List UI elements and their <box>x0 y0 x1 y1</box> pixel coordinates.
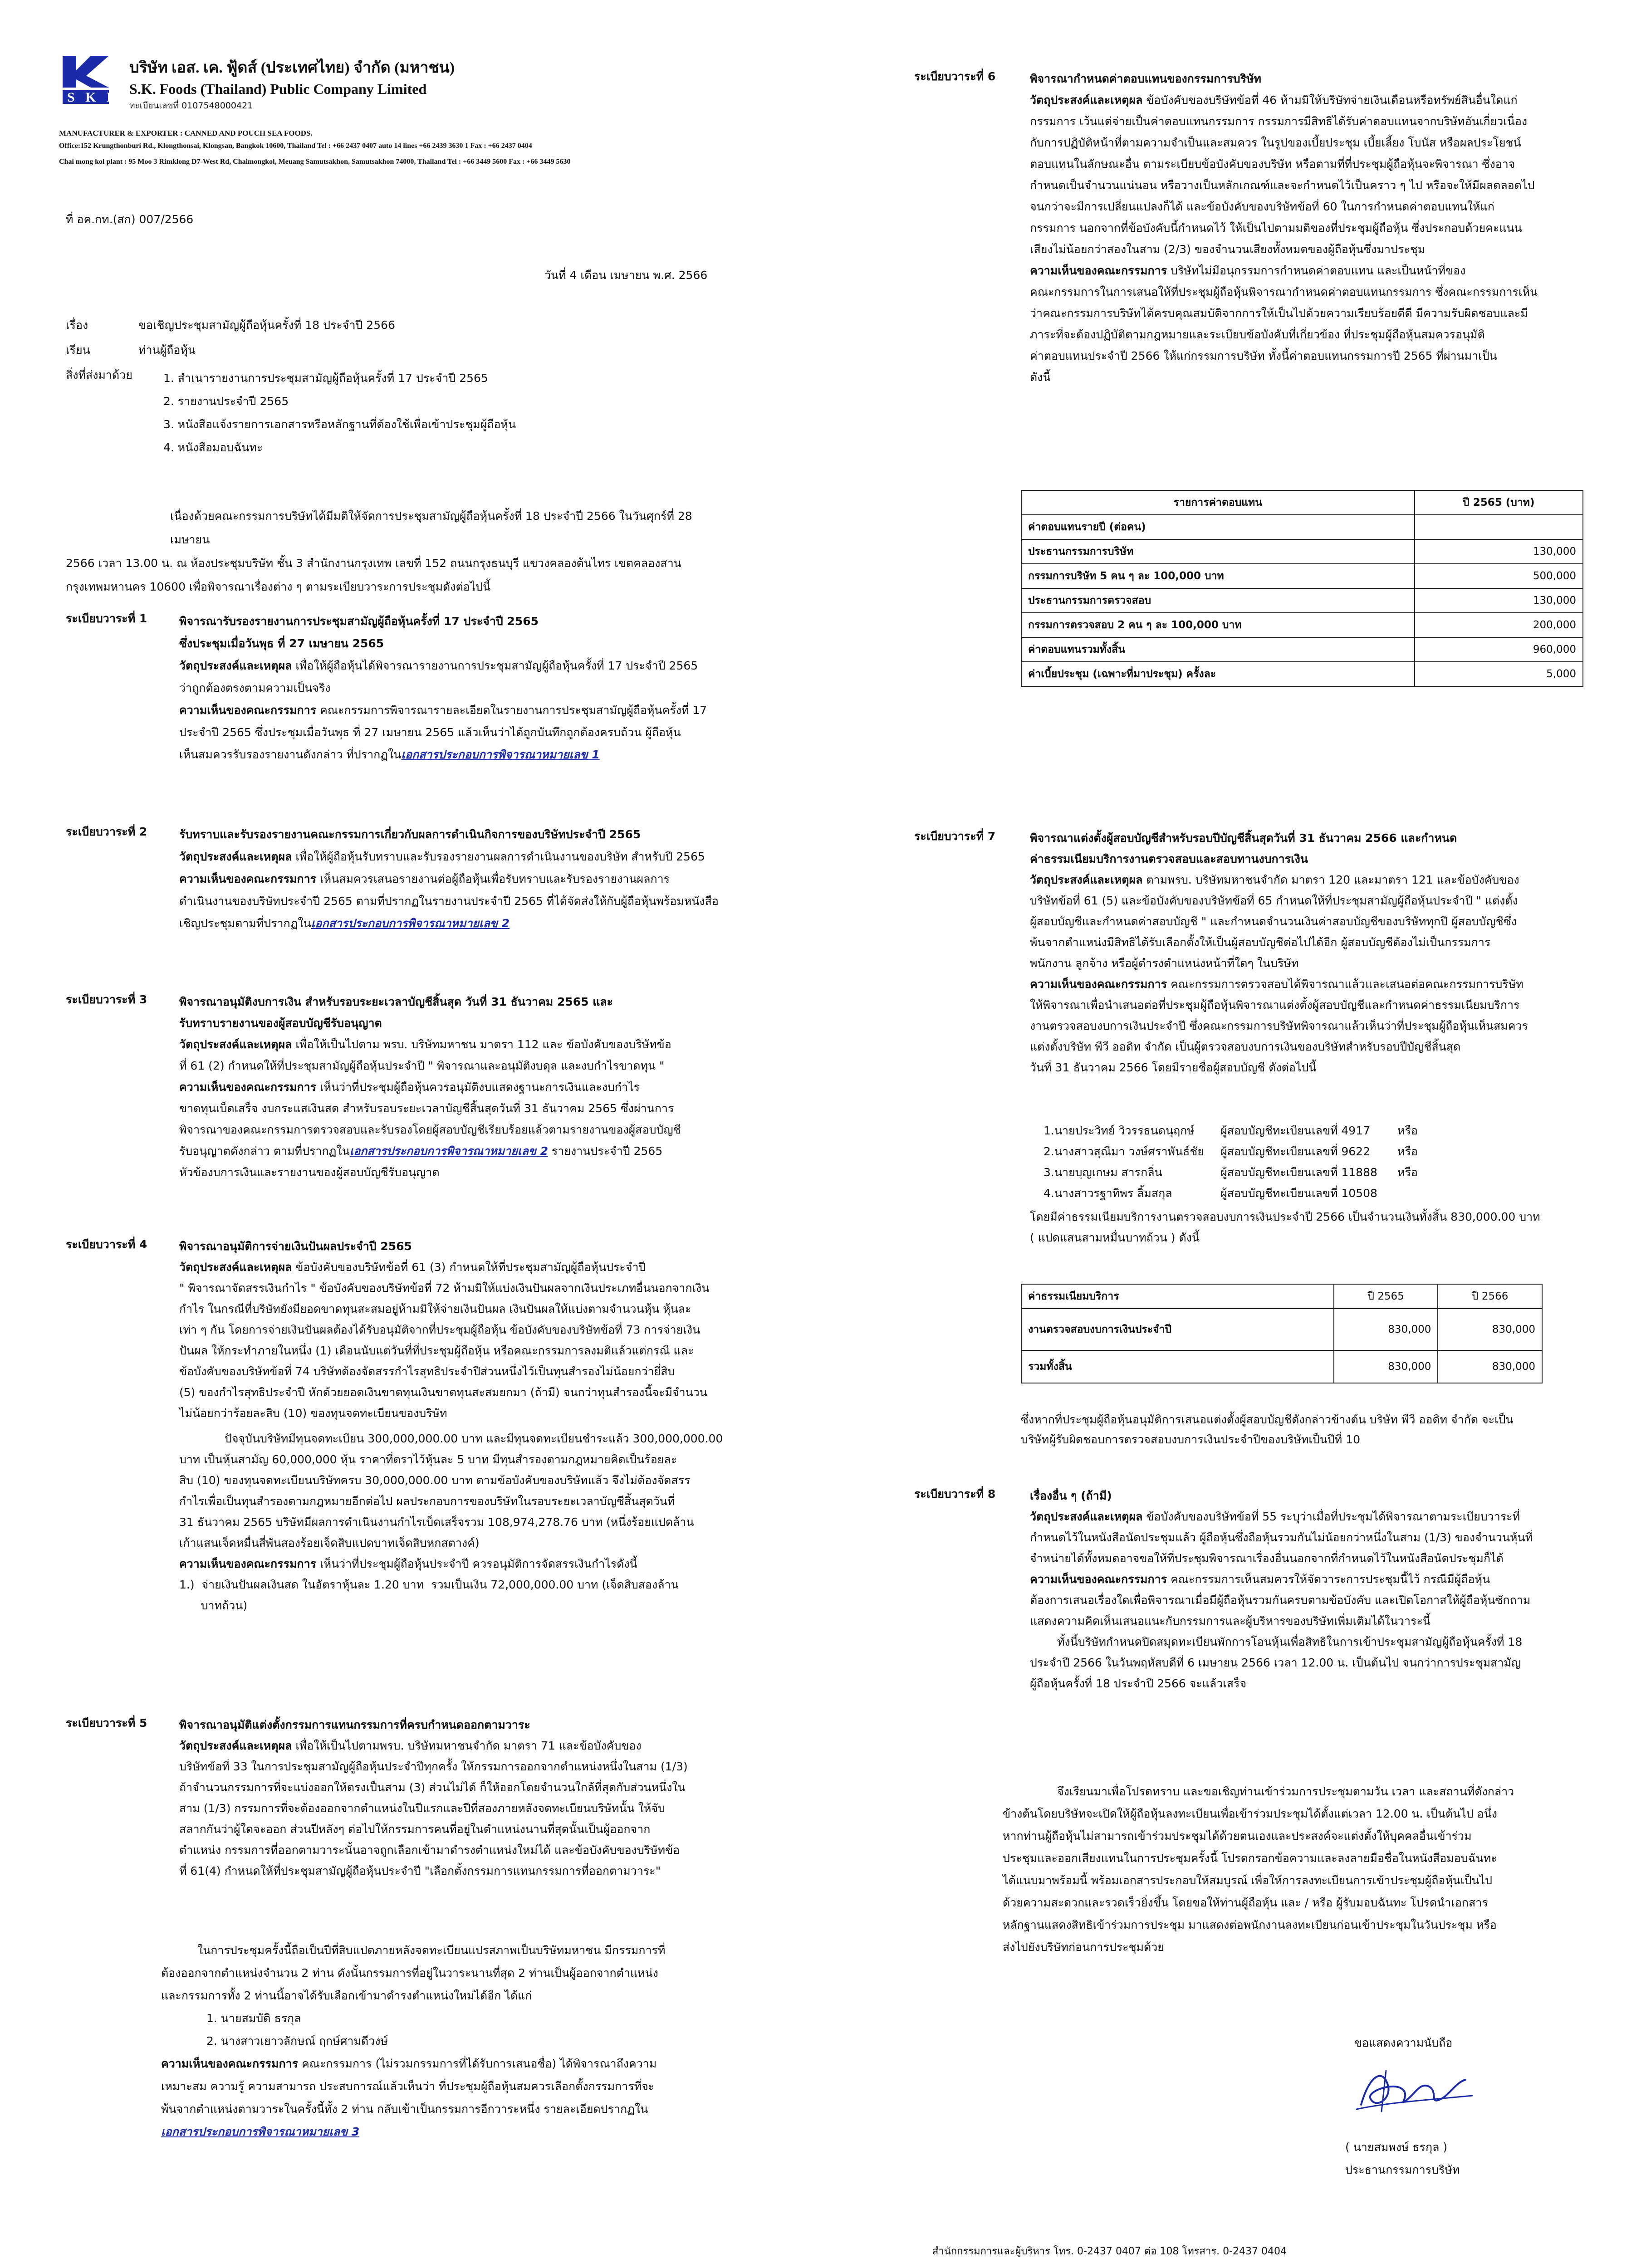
reference-number: ที่ อค.กท.(สก) 007/2566 <box>66 213 194 226</box>
objective-text: พนักงาน ลูกจ้าง หรือผู้ดำรงตำแหน่งหน้าที่ใดๆ ในบริษัท <box>1030 957 1299 970</box>
objective-text: จำหน่ายได้ทั้งหมดอาจขอให้ที่ประชุมพิจารณาเรื่องอื่นนอกจากที่กำหนดไว้ในหนังสือนัดประชุมก็ได้ <box>1030 1552 1504 1565</box>
agenda-1-label: ระเบียบวาระที่ 1 <box>66 612 147 625</box>
table-header: รายการค่าตอบแทน <box>1021 490 1415 515</box>
agenda-5-title: พิจารณาอนุมัติแต่งตั้งกรรมการแทนกรรมการที่ครบกำหนดออกตามวาระ <box>179 1718 530 1731</box>
objective-label: วัตถุประสงค์และเหตุผล <box>1030 873 1143 886</box>
capital-text: กำไรเพื่อเป็นทุนสำรองตามกฎหมายอีกต่อไป ผลประกอบการของบริษัทในรอบระยะเวลาบัญชีสิ้นสุดวันที่ <box>179 1495 675 1508</box>
auditor-name: 2.นางสาวสุณีมา วงษ์ศราพันธ์ชัย <box>1044 1145 1204 1158</box>
objective-text: เสียงไม่น้อยกว่าสองในสาม (2/3) ของจำนวนเสียงทั้งหมดของผู้ถือหุ้นซึ่งมาประชุม <box>1030 243 1426 256</box>
record-date-text: ทั้งนี้บริษัทกำหนดปิดสมุดทะเบียนพักการโอนหุ้นเพื่อสิทธิในการเข้าประชุมสามัญผู้ถือหุ้นครั้งที่ 18 <box>1057 1635 1523 1648</box>
opinion-text: แสดงความคิดเห็นเสนอแนะกับกรรมการและผู้บริหารของบริษัทเพิ่มเติมได้ในวาระนี้ <box>1030 1614 1431 1628</box>
subject-text: ขอเชิญประชุมสามัญผู้ถือหุ้นครั้งที่ 18 ประจำปี 2566 <box>138 318 395 332</box>
intro-line: กรุงเทพมหานคร 10600 เพื่อพิจารณาเรื่องต่าง ๆ ตามระเบียบวาระการประชุมดังต่อไปนี้ <box>66 580 491 593</box>
table-row <box>1021 1350 1542 1383</box>
capital-text: ปัจจุบันบริษัทมีทุนจดทะเบียน 300,000,000.00 บาท และมีทุนจดทะเบียนชำระแล้ว 300,000,000.00 <box>225 1432 723 1445</box>
auditor-name: 1.นายประวิทย์ วิวรรธนดนุฤกษ์ <box>1044 1124 1195 1137</box>
record-date-text: ผู้ถือหุ้นครั้งที่ 18 ประจำปี 2566 จะแล้วเสร็จ <box>1030 1677 1247 1690</box>
table-cell: ประธานกรรมการตรวจสอบ <box>1021 588 1415 613</box>
table-cell: 130,000 <box>1415 588 1583 613</box>
opinion-text: คณะกรรมการเห็นสมควรให้จัดวาระการประชุมนี้ไว้ กรณีมีผู้ถือหุ้น <box>1167 1573 1490 1586</box>
agenda-6-label: ระเบียบวาระที่ 6 <box>914 70 996 83</box>
attachment-link: เอกสารประกอบการพิจารณาหมายเลข 2 <box>311 917 510 930</box>
objective-text: เพื่อให้เป็นไปตามพรบ. บริษัทมหาชนจำกัด มาตรา 71 และข้อบังคับของ <box>292 1739 642 1752</box>
closing-line: ส่งไปยังบริษัทก่อนการประชุมด้วย <box>1003 1941 1164 1954</box>
objective-label: วัตถุประสงค์และเหตุผล <box>1030 93 1143 107</box>
agenda-2 <box>179 823 724 934</box>
objective-text: กำหนดไว้ในหนังสือนัดประชุมแล้ว ผู้ถือหุ้นซึ่งถือหุ้นรวมกันไม่น้อยกว่าหนึ่งในสาม (1/3) ของจำนวนหุ้นที่ <box>1030 1531 1533 1544</box>
signature-image <box>1343 2055 1479 2123</box>
opinion-label: ความเห็นของคณะกรรมการ <box>179 872 317 885</box>
enclosure-item: 1. สำเนารายงานการประชุมสามัญผู้ถือหุ้นครั้งที่ 17 ประจำปี 2565 <box>163 371 488 385</box>
auditor-or: หรือ <box>1397 1145 1418 1158</box>
table-row <box>1021 539 1583 564</box>
objective-text: ไม่น้อยกว่าร้อยละสิบ (10) ของทุนจดทะเบียนของบริษัท <box>179 1407 447 1420</box>
intro-line: 2566 เวลา 13.00 น. ณ ห้องประชุมบริษัท ชั้น 3 สำนักงานกรุงเทพ เลขที่ 152 ถนนกรุงธนบุรี แขวงคลองต้นไทร เขตคลองสาน <box>66 557 681 570</box>
table-row <box>1021 515 1583 539</box>
opinion-text: ให้พิจารณาเพื่อนำเสนอต่อที่ประชุมผู้ถือหุ้นพิจารณาแต่งตั้งผู้สอบบัญชีและกำหนดค่าธรรมเนียมบริการ <box>1030 998 1520 1012</box>
table-cell: รวมทั้งสิ้น <box>1021 1350 1334 1383</box>
closing-line: ประชุมและออกเสียงแทนในการประชุมครั้งนี้ โปรดกรอกข้อความและลงลายมือชื่อในหนังสือมอบฉันทะ <box>1003 1852 1497 1865</box>
objective-text: ปันผล ให้กระทำภายในหนึ่ง (1) เดือนนับแต่วันที่ที่ประชุมผู้ถือหุ้น หรือคณะกรรมการลงมติแล้วแต่กรณี และ <box>179 1344 694 1357</box>
attachment-link: เอกสารประกอบการพิจารณาหมายเลข 1 <box>401 748 600 761</box>
director-fee-table <box>1021 490 1583 687</box>
table-cell: ค่าตอบแทนรวมทั้งสิ้น <box>1021 637 1415 662</box>
auditor-row <box>1044 1120 1588 1141</box>
objective-text: สลากกันว่าผู้ใดจะออก ส่วนปีหลังๆ ต่อไปให้กรรมการคนที่อยู่ในตำแหน่งนานที่สุดนั้นเป็นผู้ออกจาก <box>179 1823 651 1836</box>
opinion-text: ดำเนินงานของบริษัทประจำปี 2565 ตามที่ปรากฏในรายงานประจำปี 2565 ที่ได้จัดส่งให้กับผู้ถือหุ้นพร้อมหนังสือ <box>179 894 719 908</box>
closing-paragraph <box>1003 1780 1592 1958</box>
fee-text-line: ( แปดแสนสามหมื่นบาทถ้วน ) ดังนี้ <box>1030 1231 1200 1244</box>
opinion-text: ว่าคณะกรรมการบริษัทได้ครบคุณสมบัติจากการให้เป็นไปด้วยความเรียบร้อยดีดี มีความรับผิดชอบและมี <box>1030 307 1528 320</box>
agenda-8-title: เรื่องอื่น ๆ (ถ้ามี) <box>1030 1489 1112 1502</box>
objective-text: จนกว่าจะมีการเปลี่ยนแปลงก็ได้ และข้อบังคับของบริษัทข้อที่ 60 ในการกำหนดค่าตอบแทนให้แก่ <box>1030 200 1494 213</box>
agenda-4-label: ระเบียบวาระที่ 4 <box>66 1238 147 1251</box>
attachment-link: เอกสารประกอบการพิจารณาหมายเลข 3 <box>161 2125 360 2138</box>
opinion-label: ความเห็นของคณะกรรมการ <box>179 704 317 717</box>
opinion-text: เห็นสมควรเสนอรายงานต่อผู้ถือหุ้นเพื่อรับทราบและรับรองรายงานผลการ <box>316 872 670 885</box>
opinion-text: ค่าตอบแทนประจำปี 2566 ให้แก่กรรมการบริษัท ทั้งนี้ค่าตอบแทนกรรมการปี 2565 ที่ผ่านมาเป็น <box>1030 349 1497 362</box>
opinion-text: เห็นว่าที่ประชุมผู้ถือหุ้นควรอนุมัติงบแสดงฐานะการเงินและงบกำไร <box>316 1080 640 1094</box>
agenda-1 <box>179 610 724 766</box>
table-header-row <box>1021 490 1583 515</box>
table-cell: งานตรวจสอบงบการเงินประจำปี <box>1021 1309 1334 1350</box>
agenda-5-detail <box>161 1939 724 2143</box>
to-label: เรียน <box>66 343 90 357</box>
opinion-text: แต่งตั้งบริษัท พีวี ออดิท จำกัด เป็นผู้ตรวจสอบงบการเงินของบริษัทสำหรับรอบปีบัญชีสิ้นสุด <box>1030 1040 1461 1053</box>
to-text: ท่านผู้ถือหุ้น <box>138 343 196 357</box>
paragraph-line: และกรรมการทั้ง 2 ท่านนี้อาจได้รับเลือกเข้ามาดำรงตำแหน่งใหม่ได้อีก ได้แก่ <box>161 1989 532 2002</box>
table-row <box>1021 613 1583 637</box>
agenda-2-title: รับทราบและรับรองรายงานคณะกรรมการเกี่ยวกับผลการดำเนินกิจการของบริษัทประจำปี 2565 <box>179 828 641 841</box>
note-line: ซึ่งหากที่ประชุมผู้ถือหุ้นอนุมัติการเสนอแต่งตั้งผู้สอบบัญชีดังกล่าวข้างต้น บริษัท พีวี ออดิท จำกัด จะเป็น <box>1021 1413 1514 1426</box>
objective-text: ผู้สอบบัญชีและกำหนดค่าสอบบัญชี " และกำหนดจำนวนเงินค่าสอบบัญชีของบริษัททุกปี ผู้สอบบัญชีซึ่ง <box>1030 915 1517 928</box>
agenda-7-title: พิจารณาแต่งตั้งผู้สอบบัญชีสำหรับรอบปีบัญชีสิ้นสุดวันที่ 31 ธันวาคม 2566 และกำหนด <box>1030 831 1457 845</box>
table-cell: 200,000 <box>1415 613 1583 637</box>
table-header: ปี 2565 (บาท) <box>1415 490 1583 515</box>
opinion-text: ดังนี้ <box>1030 371 1051 384</box>
agenda-5-label: ระเบียบวาระที่ 5 <box>66 1716 147 1730</box>
agenda-8 <box>1030 1486 1592 1694</box>
note-line: บริษัทผู้รับผิดชอบการตรวจสอบงบการเงินประจำปีของบริษัทเป็นปีที่ 10 <box>1021 1433 1361 1446</box>
agenda-3-title2: รับทราบรายงานของผู้สอบบัญชีรับอนุญาต <box>179 1017 382 1030</box>
closing-line: หลักฐานแสดงสิทธิเข้าร่วมการประชุม มาแสดงต่อพนักงานลงทะเบียนก่อนเข้าประชุมในวันประชุม หรือ <box>1003 1918 1497 1931</box>
objective-text: ข้อบังคับของบริษัทข้อที่ 61 (3) กำหนดให้ที่ประชุมสามัญผู้ถือหุ้นประจำปี <box>292 1261 646 1274</box>
agenda-4-title: พิจารณาอนุมัติการจ่ายเงินปันผลประจำปี 2565 <box>179 1240 412 1253</box>
auditor-list <box>1044 1120 1588 1204</box>
objective-text: ว่าถูกต้องตรงตามความเป็นจริง <box>179 681 331 694</box>
table-row <box>1021 662 1583 686</box>
director-name: 1. นายสมบัติ ธรกุล <box>206 2012 301 2025</box>
capital-text: สิบ (10) ของทุนจดทะเบียนบริษัทครบ 30,000,000.00 บาท ตามข้อบังคับของบริษัทแล้ว จึงไม่ต้องจัดสรร <box>179 1474 691 1487</box>
objective-text: กำไร ในกรณีที่บริษัทยังมียอดขาดทุนสะสมอยู่ห้ามมิให้จ่ายเงินปันผล เงินปันผลให้แบ่งตามจำนวนหุ้น หุ้นละ <box>179 1302 691 1315</box>
table-cell: 960,000 <box>1415 637 1583 662</box>
opinion-text: พิจารณาของคณะกรรมการตรวจสอบและรับรองโดยผู้สอบบัญชีเรียบร้อยแล้วตามรายงานของผู้สอบบัญชี <box>179 1123 681 1136</box>
objective-text: บริษัทข้อที่ 33 ในการประชุมสามัญผู้ถือหุ้นประจำปีทุกครั้ง ให้กรรมการออกจากตำแหน่งหนึ่งในสาม (1/3) <box>179 1760 688 1773</box>
opinion-text: ต้องการเสนอเรื่องใดเพื่อพิจารณาเมื่อมีผู้ถือหุ้นรวมกันครบตามข้อบังคับ และเปิดโอกาสให้ผู้ถือหุ้นซักถาม <box>1030 1593 1531 1607</box>
enclosure-item: 2. รายงานประจำปี 2565 <box>163 395 289 408</box>
table-row <box>1021 588 1583 613</box>
objective-label: วัตถุประสงค์และเหตุผล <box>179 1739 292 1752</box>
opinion-text: คณะกรรมการในการเสนอให้ที่ประชุมผู้ถือหุ้นพิจารณากำหนดค่าตอบแทนกรรมการ ซึ่งคณะกรรมการเห็น <box>1030 285 1538 298</box>
opinion-text: คณะกรรมการ (ไม่รวมกรรมการที่ได้รับการเสนอชื่อ) ได้พิจารณาถึงความ <box>298 2057 657 2070</box>
table-header: ปี 2566 <box>1438 1284 1542 1309</box>
agenda-1-title: พิจารณารับรองรายงานการประชุมสามัญผู้ถือหุ้นครั้งที่ 17 ประจำปี 2565 <box>179 615 539 628</box>
opinion-text: คณะกรรมการตรวจสอบได้พิจารณาแล้วและเสนอต่อคณะกรรมการบริษัท <box>1167 978 1524 991</box>
opinion-label: ความเห็นของคณะกรรมการ <box>1030 978 1167 991</box>
opinion-text: เห็นสมควรรับรองรายงานดังกล่าว ที่ปรากฏใน <box>179 748 402 761</box>
fee-text-line: โดยมีค่าธรรมเนียมบริการงานตรวจสอบงบการเงินประจำปี 2566 เป็นจำนวนเงินทั้งสิ้น 830,000.00 บาท <box>1030 1210 1540 1223</box>
table-cell: ประธานกรรมการบริษัท <box>1021 539 1415 564</box>
opinion-label: ความเห็นของคณะกรรมการ <box>1030 264 1167 277</box>
agenda-6 <box>1030 68 1592 388</box>
dividend-item: บาทถ้วน) <box>179 1599 248 1612</box>
objective-text: ที่ 61 (2) กำหนดให้ที่ประชุมสามัญผู้ถือหุ้นประจำปี " พิจารณาและอนุมัติงบดุล และงบกำไรขาดทุน " <box>179 1059 665 1072</box>
agenda-7-title2: ค่าธรรมเนียมบริการงานตรวจสอบและสอบทานงบการเงิน <box>1030 852 1308 865</box>
closing-line: หากท่านผู้ถือหุ้นไม่สามารถเข้าร่วมประชุมได้ด้วยตนเองและประสงค์จะแต่งตั้งให้บุคคลอื่นเข้าร่วม <box>1003 1829 1472 1843</box>
dividend-item: 1.) จ่ายเงินปันผลเงินสด ในอัตราหุ้นละ 1.20 บาท รวมเป็นเงิน 72,000,000.00 บาท (เจ็ดสิบสองล้าน <box>179 1578 679 1591</box>
table-cell: กรรมการตรวจสอบ 2 คน ๆ ละ 100,000 บาท <box>1021 613 1415 637</box>
agenda-1-title2: ซึ่งประชุมเมื่อวันพุธ ที่ 27 เมษายน 2565 <box>179 637 384 650</box>
auditor-reg: ผู้สอบบัญชีทะเบียนเลขที่ 9622 <box>1220 1145 1370 1158</box>
registration-number: ทะเบียนเลขที่ 0107548000421 <box>129 101 253 111</box>
paragraph-line: ในการประชุมครั้งนี้ถือเป็นปีที่สิบแปดภายหลังจดทะเบียนแปรสภาพเป็นบริษัทมหาชน มีกรรมการที่ <box>197 1944 666 1957</box>
auditor-or: หรือ <box>1397 1124 1418 1137</box>
auditor-row <box>1044 1141 1588 1162</box>
auditor-row <box>1044 1183 1588 1204</box>
intro-line: เนื่องด้วยคณะกรรมการบริษัทได้มีมติให้จัดการประชุมสามัญผู้ถือหุ้นครั้งที่ 18 ประจำปี 2566 ในวันศุกร์ที่ 28 เมษายน <box>170 509 692 546</box>
objective-text: ถ้าจำนวนกรรมการที่จะแบ่งออกให้ตรงเป็นสาม (3) ส่วนไม่ได้ ก็ให้ออกโดยจำนวนใกล้ที่สุดกับส่วนหนึ่งใน <box>179 1781 686 1794</box>
signatory-position: ประธานกรรมการบริษัท <box>1345 2163 1460 2176</box>
opinion-label: ความเห็นของคณะกรรมการ <box>161 2057 299 2070</box>
company-name-th: บริษัท เอส. เค. ฟู้ดส์ (ประเทศไทย) จำกัด (มหาชน) <box>129 59 455 76</box>
opinion-label: ความเห็นของคณะกรรมการ <box>179 1557 317 1570</box>
opinion-text: ภาระที่จะต้องปฏิบัติตามกฎหมายและระเบียบข้อบังคับที่เกี่ยวข้อง ที่ประชุมผู้ถือหุ้นสมควรอนุมัติ <box>1030 328 1485 341</box>
objective-label: วัตถุประสงค์และเหตุผล <box>1030 1510 1143 1523</box>
opinion-text: ขาดทุนเบ็ดเสร็จ งบกระแสเงินสด สำหรับรอบระยะเวลาบัญชีสิ้นสุดวันที่ 31 ธันวาคม 2565 ซึ่งผ่านการ <box>179 1102 674 1115</box>
objective-text: " พิจารณาจัดสรรเงินกำไร " ข้อบังคับของบริษัทข้อที่ 72 ห้ามมิให้แบ่งเงินปันผลจากเงินประเภทอื่นนอกจากเงิน <box>179 1281 710 1295</box>
agenda-3-title: พิจารณาอนุมัติงบการเงิน สำหรับรอบระยะเวลาบัญชีสิ้นสุด วันที่ 31 ธันวาคม 2565 และ <box>179 995 613 1008</box>
table-cell: ค่าตอบแทนรายปี (ต่อคน) <box>1021 515 1415 539</box>
letter-date: วันที่ 4 เดือน เมษายน พ.ศ. 2566 <box>544 269 708 282</box>
objective-text: ข้อบังคับของบริษัทข้อที่ 55 ระบุว่าเมื่อที่ประชุมได้พิจารณาตามระเบียบวาระที่ <box>1142 1510 1520 1523</box>
enclosure-list <box>163 367 516 459</box>
signatory-name: ( นายสมพงษ์ ธรกุล ) <box>1345 2141 1448 2154</box>
auditor-or: หรือ <box>1397 1166 1418 1179</box>
agenda-4 <box>179 1236 724 1616</box>
objective-text: เพื่อให้ผู้ถือหุ้นได้พิจารณารายงานการประชุมสามัญผู้ถือหุ้นครั้งที่ 17 ประจำปี 2565 <box>292 659 698 672</box>
opinion-text: พ้นจากตำแหน่งตามวาระในครั้งนี้ทั้ง 2 ท่าน กลับเข้าเป็นกรรมการอีกวาระหนึ่ง รายละเอียดปรากฏใน <box>161 2102 648 2116</box>
office-address: Office:152 Krungthonburi Rd., Klongthonsai, Klongsan, Bangkok 10600, Thailand Tel : +66 2437 0407 auto 14 lines +66 2439 3630 1 Fax : +66 2437 0404 <box>59 142 532 150</box>
auditor-reg: ผู้สอบบัญชีทะเบียนเลขที่ 4917 <box>1220 1124 1370 1137</box>
table-cell: 830,000 <box>1334 1309 1438 1350</box>
auditor-reg: ผู้สอบบัญชีทะเบียนเลขที่ 11888 <box>1220 1166 1377 1179</box>
auditor-row <box>1044 1162 1588 1183</box>
objective-text: ที่ 61(4) กำหนดให้ที่ประชุมสามัญผู้ถือหุ้นประจำปี "เลือกตั้งกรรมการแทนกรรมการที่ออกตามวาระ" <box>179 1864 661 1877</box>
table-header: ค่าธรรมเนียมบริการ <box>1021 1284 1334 1309</box>
enclosure-item: 3. หนังสือแจ้งรายการเอกสารหรือหลักฐานที่ต้องใช้เพื่อเข้าประชุมผู้ถือหุ้น <box>163 418 516 431</box>
attachment-link: เอกสารประกอบการพิจารณาหมายเลข 2 <box>349 1144 548 1158</box>
table-header: ปี 2565 <box>1334 1284 1438 1309</box>
capital-text: 31 ธันวาคม 2565 บริษัทมีผลการดำเนินงานกำไรเบ็ดเสร็จรวม 108,974,278.76 บาท (หนึ่งร้อยแปดล้าน <box>179 1515 694 1529</box>
objective-text: เพื่อให้เป็นไปตาม พรบ. บริษัทมหาชน มาตรา 112 และ ข้อบังคับของบริษัทข้อ <box>292 1038 671 1051</box>
objective-text: เท่า ๆ กัน โดยการจ่ายเงินปันผลต้องได้รับอนุมัติจากที่ประชุมผู้ถือหุ้น ข้อบังคับของบริษัทข้อที่ 73 การจ่ายเงิน <box>179 1323 701 1336</box>
closing-line: ข้างต้นโดยบริษัทจะเปิดให้ผู้ถือหุ้นลงทะเบียนเพื่อเข้าร่วมประชุมได้ตั้งแต่เวลา 12.00 น. เป็นต้นไป อนึ่ง <box>1003 1807 1497 1820</box>
objective-text: บริษัทข้อที่ 61 (5) และข้อบังคับของบริษัทข้อที่ 65 กำหนดให้ที่ประชุมสามัญผู้ถือหุ้นประจำปี " แต่งตั้ง <box>1030 894 1518 907</box>
table-cell: 130,000 <box>1415 539 1583 564</box>
auditor-name: 4.นางสาวรฐาทิพร ลิ้มสกุล <box>1044 1187 1172 1200</box>
footer-contact: สำนักกรรมการและผู้บริหาร โทร. 0-2437 0407 ต่อ 108 โทรสาร. 0-2437 0404 <box>932 2246 1287 2257</box>
audit-fee-text <box>1030 1207 1592 1248</box>
opinion-text: งานตรวจสอบงบการเงินประจำปี ซึ่งคณะกรรมการบริษัทพิจารณาแล้วเห็นว่าที่ประชุมผู้ถือหุ้นเห็นสมควร <box>1030 1019 1528 1032</box>
table-cell: ค่าเบี้ยประชุม (เฉพาะที่มาประชุม) ครั้งละ <box>1021 662 1415 686</box>
table-cell: 830,000 <box>1334 1350 1438 1383</box>
opinion-text: เชิญประชุมตามที่ปรากฏใน <box>179 917 311 930</box>
subject-label: เรื่อง <box>66 318 88 332</box>
opinion-text: คณะกรรมการพิจารณารายละเอียดในรายงานการประชุมสามัญผู้ถือหุ้นครั้งที่ 17 <box>316 704 707 717</box>
opinion-label: ความเห็นของคณะกรรมการ <box>1030 1573 1167 1586</box>
respect-text: ขอแสดงความนับถือ <box>1354 2036 1453 2049</box>
capital-text: บาท เป็นหุ้นสามัญ 60,000,000 หุ้น ราคาที่ตราไว้หุ้นละ 5 บาท มีทุนสำรองตามกฎหมายคิดเป็นร้อยละ <box>179 1453 677 1466</box>
objective-text: กรรมการ เว้นแต่จ่ายเป็นค่าตอบแทนกรรมการ กรรมการมีสิทธิได้รับค่าตอบแทนจากบริษัทอันเกี่ยวเนื่อง <box>1030 115 1528 128</box>
opinion-text: บริษัทไม่มีอนุกรรมการกำหนดค่าตอบแทน และเป็นหน้าที่ของ <box>1167 264 1466 277</box>
capital-text: เก้าแสนเจ็ดหมื่นสี่พันสองร้อยเจ็ดสิบแปดบาทเจ็ดสิบหกสตางค์) <box>179 1536 480 1549</box>
paragraph-line: ต้องออกจากตำแหน่งจำนวน 2 ท่าน ดังนั้นกรรมการที่อยู่ในวาระนานที่สุด 2 ท่านเป็นผู้ออกจากตำแหน่ง <box>161 1966 658 1980</box>
opinion-text: รายงานประจำปี 2565 <box>548 1144 663 1158</box>
business-line: MANUFACTURER & EXPORTER : CANNED AND POUCH SEA FOODS. <box>59 129 313 137</box>
agenda-3 <box>179 991 724 1183</box>
auditor-reg: ผู้สอบบัญชีทะเบียนเลขที่ 10508 <box>1220 1187 1377 1200</box>
opinion-text: เหมาะสม ความรู้ ความสามารถ ประสบการณ์แล้วเห็นว่า ที่ประชุมผู้ถือหุ้นสมควรเลือกตั้งกรรมการที่จะ <box>161 2080 655 2093</box>
agenda-3-label: ระเบียบวาระที่ 3 <box>66 993 147 1006</box>
agenda-6-title: พิจารณากำหนดค่าตอบแทนของกรรมการบริษัท <box>1030 72 1262 85</box>
table-cell: 500,000 <box>1415 564 1583 588</box>
table-cell: 830,000 <box>1438 1350 1542 1383</box>
agenda-2-label: ระเบียบวาระที่ 2 <box>66 825 147 838</box>
opinion-text: หัวข้องบการเงินและรายงานของผู้สอบบัญชีรับอนุญาต <box>179 1166 440 1179</box>
agenda-7 <box>1030 828 1592 1078</box>
table-row <box>1021 637 1583 662</box>
auditor-name: 3.นายบุญเกษม สารกลิ่น <box>1044 1166 1162 1179</box>
table-cell: กรรมการบริษัท 5 คน ๆ ละ 100,000 บาท <box>1021 564 1415 588</box>
objective-text: ข้อบังคับของบริษัทข้อที่ 46 ห้ามมิให้บริษัทจ่ายเงินเดือนหรือทรัพย์สินอื่นใดแก่ <box>1142 93 1518 107</box>
director-name: 2. นางสาวเยาวลักษณ์ ฤกษ์ศามดีวงษ์ <box>206 2034 388 2048</box>
objective-label: วัตถุประสงค์และเหตุผล <box>179 850 292 863</box>
opinion-text: เห็นว่าที่ประชุมผู้ถือหุ้นประจำปี ควรอนุมัติการจัดสรรเงินกำไรดังนี้ <box>316 1557 637 1570</box>
table-cell <box>1415 515 1583 539</box>
opinion-text: วันที่ 31 ธันวาคม 2566 โดยมีรายชื่อผู้สอบบัญชี ดังต่อไปนี้ <box>1030 1061 1317 1074</box>
company-name-en: S.K. Foods (Thailand) Public Company Limited <box>129 81 427 97</box>
objective-label: วัตถุประสงค์และเหตุผล <box>179 659 292 672</box>
opinion-text: รับอนุญาตดังกล่าว ตามที่ปรากฏใน <box>179 1144 350 1158</box>
audit-note <box>1021 1410 1592 1450</box>
opinion-text: ประจำปี 2565 ซึ่งประชุมเมื่อวันพุธ ที่ 27 เมษายน 2565 แล้วเห็นว่าได้ถูกบันทึกถูกต้องครบถ้วน ผู้ถือหุ้น <box>179 726 681 739</box>
agenda-5 <box>179 1715 724 1882</box>
plant-address: Chai mong kol plant : 95 Moo 3 Rimklong D7-West Rd, Chaimongkol, Meuang Samutsakhon, Samutsakhon 74000, Thailand Tel : +66 3449 5600 Fax : +66 3449 5630 <box>59 158 571 166</box>
opinion-label: ความเห็นของคณะกรรมการ <box>179 1080 317 1094</box>
closing-line: ได้แนบมาพร้อมนี้ พร้อมเอกสารประกอบให้สมบูรณ์ เพื่อให้การลงทะเบียนการเข้าประชุมผู้ถือหุ้นเป็นไป <box>1003 1874 1492 1887</box>
agenda-7-label: ระเบียบวาระที่ 7 <box>914 830 996 843</box>
objective-text: พ้นจากตำแหน่งมีสิทธิได้รับเลือกตั้งให้เป็นผู้สอบบัญชีต่อไปได้อีก ผู้สอบบัญชีต้องไม่เป็นกรรมการ <box>1030 936 1491 949</box>
intro-paragraph <box>66 504 724 599</box>
objective-text: ข้อบังคับของบริษัทข้อที่ 74 บริษัทต้องจัดสรรกำไรสุทธิประจำปีส่วนหนึ่งไว้เป็นทุนสำรองไม่น้อยกว่ายี่สิบ <box>179 1365 675 1378</box>
table-cell: 830,000 <box>1438 1309 1542 1350</box>
table-row <box>1021 1309 1542 1350</box>
agenda-8-label: ระเบียบวาระที่ 8 <box>914 1487 996 1501</box>
objective-text: ตำแหน่ง กรรมการที่ออกตามวาระนั้นอาจถูกเลือกเข้ามาดำรงตำแหน่งใหม่ได้ และข้อบังคับของบริษัทข้อ <box>179 1843 680 1857</box>
audit-fee-table <box>1021 1284 1543 1383</box>
enclosure-label: สิ่งที่ส่งมาด้วย <box>66 368 132 381</box>
objective-label: วัตถุประสงค์และเหตุผล <box>179 1038 292 1051</box>
table-cell: 5,000 <box>1415 662 1583 686</box>
enclosure-item: 4. หนังสือมอบฉันทะ <box>163 441 263 454</box>
objective-text: (5) ของกำไรสุทธิประจำปี หักด้วยยอดเงินขาดทุนเงินขาดทุนสะสมยกมา (ถ้ามี) จนกว่าทุนสำรองนี้จะมีจำนวน <box>179 1386 707 1399</box>
objective-text: กับการปฏิบัติหน้าที่ตามความจำเป็นและสมควร ในรูปของเบี้ยประชุม เบี้ยเลี้ยง โบนัส หรือผลประโยชน์ <box>1030 136 1521 149</box>
objective-text: กรรมการ นอกจากที่ข้อบังคับนี้กำหนดไว้ ให้เป็นไปตามมติของที่ประชุมผู้ถือหุ้น ซึ่งประกอบด้วยคะแนน <box>1030 221 1522 235</box>
objective-text: สาม (1/3) กรรมการที่จะต้องออกจากตำแหน่งในปีแรกและปีที่สองภายหลังจดทะเบียนบริษัทนั้น ให้จับ <box>179 1802 665 1815</box>
logo-text: S K F <box>67 90 119 105</box>
objective-text: ตามพรบ. บริษัทมหาชนจำกัด มาตรา 120 และมาตรา 121 และข้อบังคับของ <box>1142 873 1519 886</box>
closing-line: ด้วยความสะดวกและรวดเร็วยิ่งขึ้น โดยขอให้ท่านผู้ถือหุ้น และ / หรือ ผู้รับมอบฉันทะ โปรดนำเอกสาร <box>1003 1896 1488 1909</box>
closing-line: จึงเรียนมาเพื่อโปรดทราบ และขอเชิญท่านเข้าร่วมการประชุมตามวัน เวลา และสถานที่ดังกล่าว <box>1057 1785 1514 1798</box>
objective-text: เพื่อให้ผู้ถือหุ้นรับทราบและรับรองรายงานผลการดำเนินงานของบริษัท สำหรับปี 2565 <box>292 850 705 863</box>
objective-text: กำหนดเป็นจำนวนแน่นอน หรือวางเป็นหลักเกณฑ์และจะกำหนดไว้เป็นคราว ๆ ไป หรือจะให้มีผลตลอดไป <box>1030 179 1535 192</box>
table-row <box>1021 564 1583 588</box>
table-header-row <box>1021 1284 1542 1309</box>
record-date-text: ประจำปี 2566 ในวันพฤหัสบดีที่ 6 เมษายน 2566 เวลา 12.00 น. เป็นต้นไป จนกว่าการประชุมสามัญ <box>1030 1656 1521 1669</box>
objective-text: ตอบแทนในลักษณะอื่น ตามระเบียบข้อบังคับของบริษัท หรือตามที่ที่ประชุมผู้ถือหุ้นจะพิจารณา ซึ่งอาจ <box>1030 157 1515 171</box>
objective-label: วัตถุประสงค์และเหตุผล <box>179 1261 292 1274</box>
